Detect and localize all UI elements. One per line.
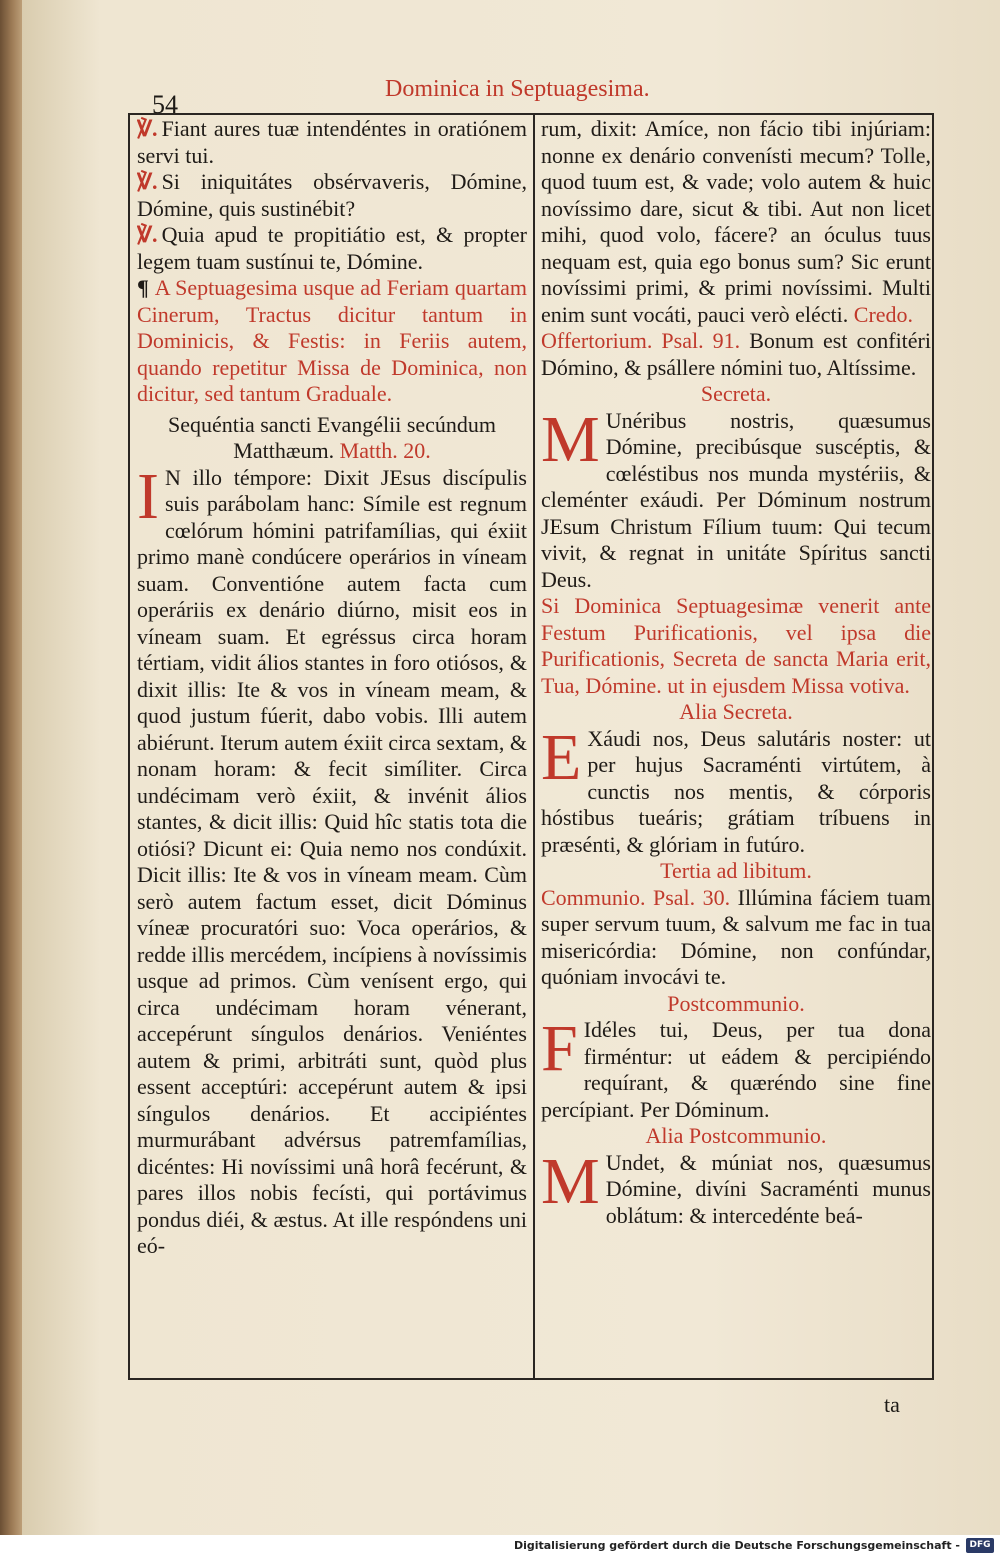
offertory-label: Offertorium. Psal. 91.: [541, 328, 741, 353]
versicle-2: ℣. Si iniquitátes obsérvaveris, Dómine, Dómine, quis sustinébit?: [137, 169, 527, 221]
gospel-intro: Sequéntia sancti Evangélii secúndum: [167, 411, 497, 437]
gospel-reference: Matth. 20.: [339, 438, 431, 463]
right-column: [541, 116, 931, 1376]
postcommunio-text: F Idéles tui, Deus, per tua dona firméntur: ut eádem & percipiéndo requírant, & quæréndo sine fine percípiant. Per Dóminum.: [541, 1012, 931, 1122]
credo-label: Credo.: [853, 301, 914, 327]
communio-label: Communio. Psal. 30.: [541, 884, 731, 910]
drop-cap-initial: M: [541, 1144, 600, 1218]
running-head: Dominica in Septuagesima.: [385, 76, 650, 102]
tertia-heading: Tertia ad libitum.: [660, 858, 812, 883]
dfg-logo: DFG: [966, 1538, 994, 1553]
alia-postcommunio-heading: Alia Postcommunio.: [645, 1123, 827, 1148]
versicle-3: ℣. Quia apud te propitiátio est, & propter legem tuam sustínui te, Dómine.: [137, 222, 527, 274]
versicle-symbol: ℣.: [137, 116, 158, 141]
versicle-symbol: ℣.: [137, 222, 158, 247]
alia-secreta-heading: Alia Secreta.: [679, 699, 793, 724]
secreta-text: M Unéribus nostris, quæsumus Dómine, precibúsque suscéptis, & cœléstibus nos munda mystériis, & cleménter exáudi. Per Dóminum nostrum JEsum Christum Fílium tuum: Qui tecum vivit, & regnat in unitáte Spíritus sancti Deus.: [541, 402, 931, 592]
digitization-note: Digitalisierung gefördert durch die Deutsche Forschungsgemeinschaft -: [513, 1539, 960, 1552]
gospel-intro-line2: Matthæum. Matth. 20.: [233, 438, 431, 463]
gospel-text: I N illo témpore: Dixit JEsus discípulis suis parábolam hanc: Símile est regnum cœlórum hómini patrifamílias, qui éxiit primo manè condúcere operários in víneam suam. Conventióne autem facta cum operáriis ex denário diúrno, misit eos in víneam suam. Et egréssus circa horam tértiam, vidit álios stantes in foro otiósos, & dixit illis: Ite & vos in víneam meam, & quod justum fúerit, dabo vobis. Illi autem abiérunt. Iterum autem éxiit circa sextam, & nonam horam: & fecit simíliter. Circa undécimam verò éxiit, & invénit álios stantes, & dicit illis: Quid hîc statis tota die otiósi? Dicunt ei: Quia nemo nos condúxit. Dicit illis: Ite & vos in víneam meam. Cùm serò autem factum esset, dicit Dóminus víneæ procuratóri suo: Voca operários, & redde illis mercédem, incípiens à novíssimis usque ad primos. Cùm venísent ergo, qui circa undécimam horam vénerant, accepérunt síngulos denários. Veniéntes autem & primi, arbitráti sunt, quòd plus essent acceptúri: accepérunt autem & ipsi síngulos denários. Et accipiéntes murmurábant advérsus patremfamílias, dicéntes: Hi novíssimi unâ horâ fecérunt, & pares illos nobis fecísti, qui portávimus pondus diéi, & æstus. At ille respóndens uni eó-: [137, 459, 527, 1258]
drop-cap-initial: M: [541, 402, 600, 476]
page-number: 54: [152, 90, 178, 119]
drop-cap-initial: F: [541, 1012, 578, 1085]
gospel-continuation: rum, dixit: Amíce, non fácio tibi injúriam: nonne ex denário convenísti mecum? Tolle, quod tuum est, & vade; volo autem & huic novíssimo dare, sicut & tibi. Aut non licet mihi, quod volo, fácere? an óculus tuus nequam est, quia ego bonus sum? Sic erunt novíssimi primi, & primi novíssimi. Multi enim sunt vocáti, pauci verò elécti. Credo.: [541, 116, 931, 327]
secreta-heading: Secreta.: [700, 381, 772, 406]
drop-cap-initial: E: [541, 720, 582, 794]
digitization-footer: [0, 1535, 1000, 1557]
offertory: Offertorium. Psal. 91. Bonum est confitéri Dómino, & psállere nómini tuo, Altíssime.: [541, 328, 931, 380]
alia-secreta-text: E Xáudi nos, Deus salutáris noster: ut per hujus Sacraménti virtútem, à cunctis nos mentis, & córporis hóstibus tueáris; grátiam tríbuens in præsénti, & glóriam in futúro.: [541, 720, 931, 857]
versicle-symbol: ℣.: [137, 169, 158, 194]
versicle-1: ℣. Fiant aures tuæ intendéntes in oratiónem servi tui.: [137, 116, 527, 168]
postcommunio-heading: Postcommunio.: [667, 990, 805, 1016]
catchword: ta: [884, 1392, 900, 1417]
communion: Communio. Psal. 30. Illúmina fáciem tuam super servum tuum, & salvum me fac in tua misericórdia: Dómine, non confúndar, quóniam invocávi te.: [541, 884, 931, 989]
drop-cap-initial: I: [137, 459, 159, 533]
rubric-purification: Si Dominica Septuagesimæ venerit ante Festum Purificationis, vel ipsa die Purificationis, Secreta de sancta Maria erit, Tua, Dómine. ut in ejusdem Missa votiva.: [541, 593, 931, 698]
alia-postcommunio-text: M Undet, & múniat nos, quæsumus Dómine, divíni Sacraménti munus oblátum: & intercedénte beá-: [541, 1144, 931, 1228]
pilcrow-icon: ¶: [137, 275, 155, 300]
left-column: [137, 116, 527, 1376]
rubric-tractus: ¶ A Septuagesima usque ad Feriam quartam Cinerum, Tractus dicitur tantum in Dominicis, & Festis: in Feriis autem, quando repetitur Missa de Dominica, non dicitur, sed tantum Graduale.: [137, 275, 527, 406]
